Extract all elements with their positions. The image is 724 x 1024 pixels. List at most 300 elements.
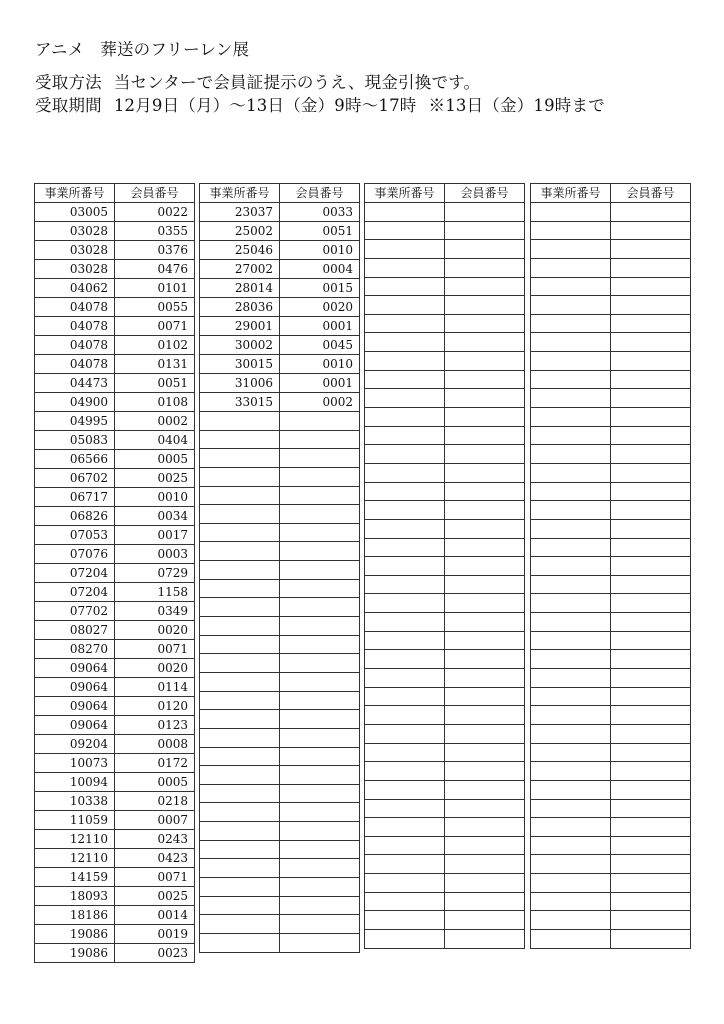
table-row [365,258,525,277]
office-number-cell [365,203,445,222]
member-number-cell [611,762,691,781]
table-row [365,538,525,557]
member-number-cell [280,654,360,673]
table-row [531,743,691,762]
member-number-cell [445,780,525,799]
table-header-row [531,184,691,203]
member-number-cell [611,277,691,296]
office-number-cell [365,818,445,837]
table-row [35,298,195,317]
table-row [200,467,360,486]
table-row [365,389,525,408]
table-row [365,724,525,743]
member-number-cell: 0243 [115,830,195,849]
office-number-cell [531,445,611,464]
table-row [200,691,360,710]
member-number-cell [445,650,525,669]
table-row [531,370,691,389]
member-number-cell [611,445,691,464]
office-number-cell [365,557,445,576]
member-number-cell [611,333,691,352]
office-number-cell [531,370,611,389]
office-number-cell [365,855,445,874]
member-number-cell: 0729 [115,564,195,583]
member-number-cell [445,613,525,632]
member-number-cell [445,557,525,576]
table-row [531,203,691,222]
member-number-cell: 0017 [115,526,195,545]
member-number-cell [280,803,360,822]
member-number-cell: 0025 [115,469,195,488]
office-number-cell [531,892,611,911]
member-number-cell [280,766,360,785]
member-number-cell [280,915,360,934]
table-row [531,911,691,930]
office-number-cell [531,613,611,632]
member-number-cell [611,743,691,762]
office-number-cell [365,258,445,277]
table-row [365,203,525,222]
office-number-cell [200,859,280,878]
member-number-cell [611,929,691,948]
member-number-cell [611,482,691,501]
table-row [35,488,195,507]
member-number-cell [445,333,525,352]
table-row [365,296,525,315]
member-number-cell [611,203,691,222]
office-number-cell [200,523,280,542]
office-number-cell [531,650,611,669]
table-row [531,408,691,427]
table-row [200,579,360,598]
office-number-cell [531,333,611,352]
table-row [531,594,691,613]
member-number-cell [445,519,525,538]
table-row [365,333,525,352]
table-row [35,545,195,564]
member-number-cell: 0051 [280,222,360,241]
member-number-cell [611,538,691,557]
member-number-cell [445,501,525,520]
member-number-cell: 0055 [115,298,195,317]
table-row [35,393,195,412]
table-row [365,352,525,371]
table-row [200,915,360,934]
member-number-cell [280,896,360,915]
table-row [531,352,691,371]
member-number-cell: 0002 [115,412,195,431]
table-row [531,240,691,259]
member-number-cell: 0131 [115,355,195,374]
table-row [35,868,195,887]
office-number-cell: 12110 [35,849,115,868]
office-number-cell [200,822,280,841]
member-number-cell [611,240,691,259]
member-number-cell: 0349 [115,602,195,621]
office-number-cell [200,542,280,561]
office-number-cell [365,389,445,408]
office-number-cell [200,728,280,747]
table-row [531,445,691,464]
member-number-cell: 0001 [280,374,360,393]
member-number-cell [445,818,525,837]
member-number-cell: 0114 [115,678,195,697]
table-row [35,925,195,944]
table-header-row [200,184,360,203]
table-row [35,906,195,925]
office-number-cell: 07204 [35,564,115,583]
office-number-cell [365,426,445,445]
table-row [531,929,691,948]
table-row [365,221,525,240]
office-number-cell [365,519,445,538]
member-number-cell [445,314,525,333]
member-number-cell [445,762,525,781]
table-row [35,887,195,906]
office-number-cell [365,463,445,482]
table-row [200,336,360,355]
office-number-cell: 28036 [200,298,280,317]
member-number-cell [445,426,525,445]
member-number-cell [445,277,525,296]
table-row [200,598,360,617]
table-row [531,426,691,445]
member-number-cell [280,579,360,598]
table-row [200,430,360,449]
office-number-cell [531,669,611,688]
table-row [531,221,691,240]
table-row [531,389,691,408]
member-number-cell [611,426,691,445]
table-row [365,874,525,893]
office-number-cell [531,743,611,762]
table-row [531,314,691,333]
winner-table-3 [364,183,525,949]
office-number-cell: 30002 [200,336,280,355]
office-number-cell [365,482,445,501]
member-number-cell [280,598,360,617]
table-row [35,431,195,450]
member-number-cell [280,617,360,636]
office-number-cell [200,803,280,822]
member-number-cell: 0014 [115,906,195,925]
table-row [35,222,195,241]
table-row [531,575,691,594]
table-row [35,830,195,849]
table-row [35,944,195,963]
member-number-cell [445,594,525,613]
table-row [531,519,691,538]
office-number-cell [531,482,611,501]
member-number-header: 会員番号 [611,184,691,203]
office-number-cell: 06717 [35,488,115,507]
table-row [365,892,525,911]
table-row [531,613,691,632]
member-number-cell [280,561,360,580]
table-row [35,260,195,279]
member-number-cell: 0015 [280,279,360,298]
member-number-cell [280,747,360,766]
office-number-cell [200,878,280,897]
office-number-cell: 28014 [200,279,280,298]
office-number-cell: 09064 [35,678,115,697]
office-number-cell: 03005 [35,203,115,222]
office-number-cell [365,314,445,333]
member-number-cell [445,799,525,818]
winner-table-4 [530,183,691,949]
office-number-cell: 08027 [35,621,115,640]
office-number-cell [531,631,611,650]
table-row [35,469,195,488]
table-row [200,728,360,747]
table-row [365,799,525,818]
table-row [200,561,360,580]
table-header-row [35,184,195,203]
table-row [200,747,360,766]
table-row [365,519,525,538]
table-row [531,874,691,893]
office-number-cell [365,799,445,818]
table-row [200,766,360,785]
office-number-cell [200,561,280,580]
member-number-cell [445,370,525,389]
member-number-cell: 0045 [280,336,360,355]
table-row [200,523,360,542]
member-number-cell [445,258,525,277]
member-number-cell: 0010 [115,488,195,507]
office-number-cell [200,430,280,449]
table-row [200,486,360,505]
table-row [531,855,691,874]
member-number-cell: 0004 [280,260,360,279]
member-number-cell [280,710,360,729]
office-number-cell: 29001 [200,317,280,336]
member-number-cell [445,836,525,855]
member-number-cell: 0005 [115,773,195,792]
member-number-cell [611,501,691,520]
table-row [35,659,195,678]
office-number-cell: 10073 [35,754,115,773]
table-row [35,716,195,735]
table-header-row [365,184,525,203]
office-number-cell [200,654,280,673]
table-row [35,564,195,583]
office-number-cell [200,896,280,915]
office-number-cell [200,766,280,785]
table-row [35,450,195,469]
pickup-period-text: 12月9日（月）～13日（金）9時～17時 [113,96,417,115]
office-number-cell [365,408,445,427]
office-number-cell [365,836,445,855]
member-number-cell [611,911,691,930]
member-number-cell [445,724,525,743]
member-number-cell [445,445,525,464]
table-row [35,374,195,393]
member-number-cell: 0034 [115,507,195,526]
table-row [200,542,360,561]
member-number-cell [445,631,525,650]
member-number-cell [611,724,691,743]
member-number-cell: 0007 [115,811,195,830]
office-number-cell: 30015 [200,355,280,374]
table-row [35,792,195,811]
member-number-cell: 0101 [115,279,195,298]
office-number-cell [365,874,445,893]
table-row [200,840,360,859]
member-number-cell [611,594,691,613]
table-row [35,754,195,773]
member-number-cell [611,631,691,650]
table-row [200,803,360,822]
office-number-cell [531,855,611,874]
member-number-cell [445,743,525,762]
office-number-cell: 18186 [35,906,115,925]
office-number-cell [365,501,445,520]
member-number-cell [611,370,691,389]
table-row [365,631,525,650]
table-row [365,314,525,333]
office-number-cell: 25002 [200,222,280,241]
member-number-cell [280,878,360,897]
office-number-cell [531,706,611,725]
table-row [365,762,525,781]
office-number-cell [531,594,611,613]
table-row [35,773,195,792]
office-number-cell [531,389,611,408]
office-number-cell: 31006 [200,374,280,393]
table-row [200,279,360,298]
office-number-cell [200,672,280,691]
office-number-cell [365,724,445,743]
member-number-cell [280,784,360,803]
office-number-cell: 04078 [35,336,115,355]
member-number-cell [611,221,691,240]
member-number-cell: 0010 [280,241,360,260]
member-number-cell [280,412,360,431]
office-number-cell [531,426,611,445]
member-number-cell [611,874,691,893]
table-row [35,849,195,868]
office-number-cell [365,613,445,632]
office-number-cell [531,501,611,520]
office-number-cell [365,687,445,706]
table-row [35,412,195,431]
office-number-cell: 14159 [35,868,115,887]
office-number-cell [200,710,280,729]
member-number-cell [611,669,691,688]
member-number-cell [280,840,360,859]
member-number-cell [280,542,360,561]
office-number-cell [365,240,445,259]
member-number-cell [611,296,691,315]
office-number-cell [200,933,280,952]
office-number-cell: 05083 [35,431,115,450]
office-number-cell [365,631,445,650]
table-row [35,697,195,716]
office-number-cell [531,240,611,259]
office-number-cell [200,915,280,934]
office-number-header: 事業所番号 [531,184,611,203]
office-number-header: 事業所番号 [35,184,115,203]
member-number-cell [445,221,525,240]
office-number-cell: 19086 [35,944,115,963]
office-number-cell: 10338 [35,792,115,811]
office-number-cell: 06702 [35,469,115,488]
office-number-cell [200,840,280,859]
member-number-cell [280,672,360,691]
table-row [35,526,195,545]
table-row [531,631,691,650]
office-number-cell [531,221,611,240]
office-number-cell [200,617,280,636]
office-number-cell: 09064 [35,659,115,678]
office-number-cell: 03028 [35,222,115,241]
office-number-header: 事業所番号 [200,184,280,203]
pickup-method-label: 受取方法 [35,73,102,92]
office-number-cell [531,575,611,594]
office-number-cell [365,650,445,669]
office-number-cell: 11059 [35,811,115,830]
office-number-cell [365,743,445,762]
member-number-cell [280,933,360,952]
table-row [200,822,360,841]
member-number-cell [611,314,691,333]
office-number-cell [531,203,611,222]
table-row [35,241,195,260]
table-row [365,818,525,837]
office-number-cell: 09204 [35,735,115,754]
member-number-cell [445,874,525,893]
office-number-cell [365,780,445,799]
office-number-cell [365,575,445,594]
office-number-cell: 07053 [35,526,115,545]
member-number-cell [445,687,525,706]
member-number-cell: 0020 [280,298,360,317]
member-number-cell: 0172 [115,754,195,773]
pickup-period-note: ※13日（金）19時まで [428,96,605,115]
office-number-cell: 25046 [200,241,280,260]
office-number-cell [365,333,445,352]
office-number-cell [531,724,611,743]
office-number-cell [531,780,611,799]
member-number-cell [445,706,525,725]
member-number-cell: 0022 [115,203,195,222]
member-number-cell [445,929,525,948]
table-row [365,836,525,855]
table-row [531,296,691,315]
member-number-cell [280,635,360,654]
member-number-cell: 0019 [115,925,195,944]
member-number-cell [280,449,360,468]
member-number-cell: 0218 [115,792,195,811]
office-number-cell [365,445,445,464]
office-number-cell [365,762,445,781]
table-row [365,277,525,296]
table-row [200,222,360,241]
office-number-cell: 09064 [35,697,115,716]
member-number-cell [280,859,360,878]
table-row [35,203,195,222]
table-row [200,617,360,636]
office-number-cell: 18093 [35,887,115,906]
table-row [531,780,691,799]
member-number-cell: 0020 [115,621,195,640]
member-number-cell: 0020 [115,659,195,678]
member-number-cell: 0376 [115,241,195,260]
table-row [200,896,360,915]
member-number-cell [611,258,691,277]
table-row [531,557,691,576]
